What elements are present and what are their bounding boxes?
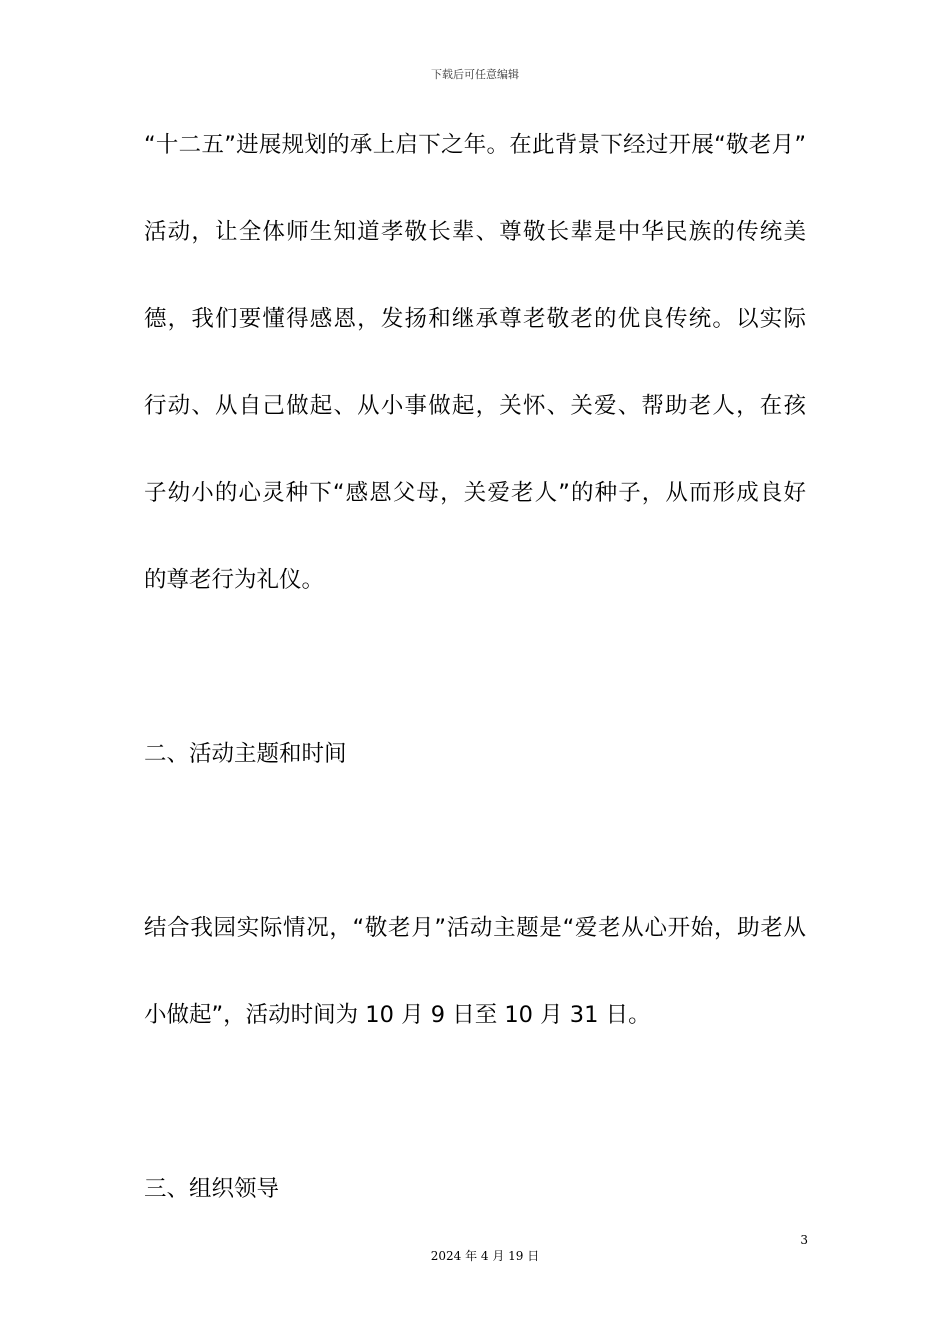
- paragraph-line: 结合我园实际情况，“敬老月”活动主题是“爱老从心开始，助老从: [144, 915, 806, 941]
- blank-line: [144, 826, 806, 913]
- blank-line: [144, 1087, 806, 1174]
- paragraph-line: 行动、从自己做起、从小事做起，关怀、关爱、帮助老人，在孩: [144, 393, 806, 419]
- paragraph-line: 小做起”，活动时间为 10 月 9 日至 10 月 31 日。: [144, 1002, 651, 1028]
- section-heading: 三、组织领导: [144, 1176, 280, 1202]
- paragraph-line: 德，我们要懂得感恩，发扬和继承尊老敬老的优良传统。以实际: [144, 306, 806, 332]
- blank-line: [144, 652, 806, 739]
- paragraph-line: 子幼小的心灵种下“感恩父母，关爱老人”的种子，从而形成良好: [144, 480, 806, 506]
- paragraph-line: 活动，让全体师生知道孝敬长辈、尊敬长辈是中华民族的传统美: [144, 219, 806, 245]
- page-header: 下载后可任意编辑: [431, 68, 519, 81]
- page-footer-date: 2024 年 4 月 19 日: [430, 1249, 540, 1263]
- section-heading: 二、活动主题和时间: [144, 741, 347, 767]
- document-body: [144, 130, 806, 1261]
- page-number: 3: [800, 1233, 808, 1247]
- paragraph-line: “十二五”进展规划的承上启下之年。在此背景下经过开展“敬老月”: [144, 132, 806, 158]
- paragraph-line: 的尊老行为礼仪。: [144, 567, 325, 593]
